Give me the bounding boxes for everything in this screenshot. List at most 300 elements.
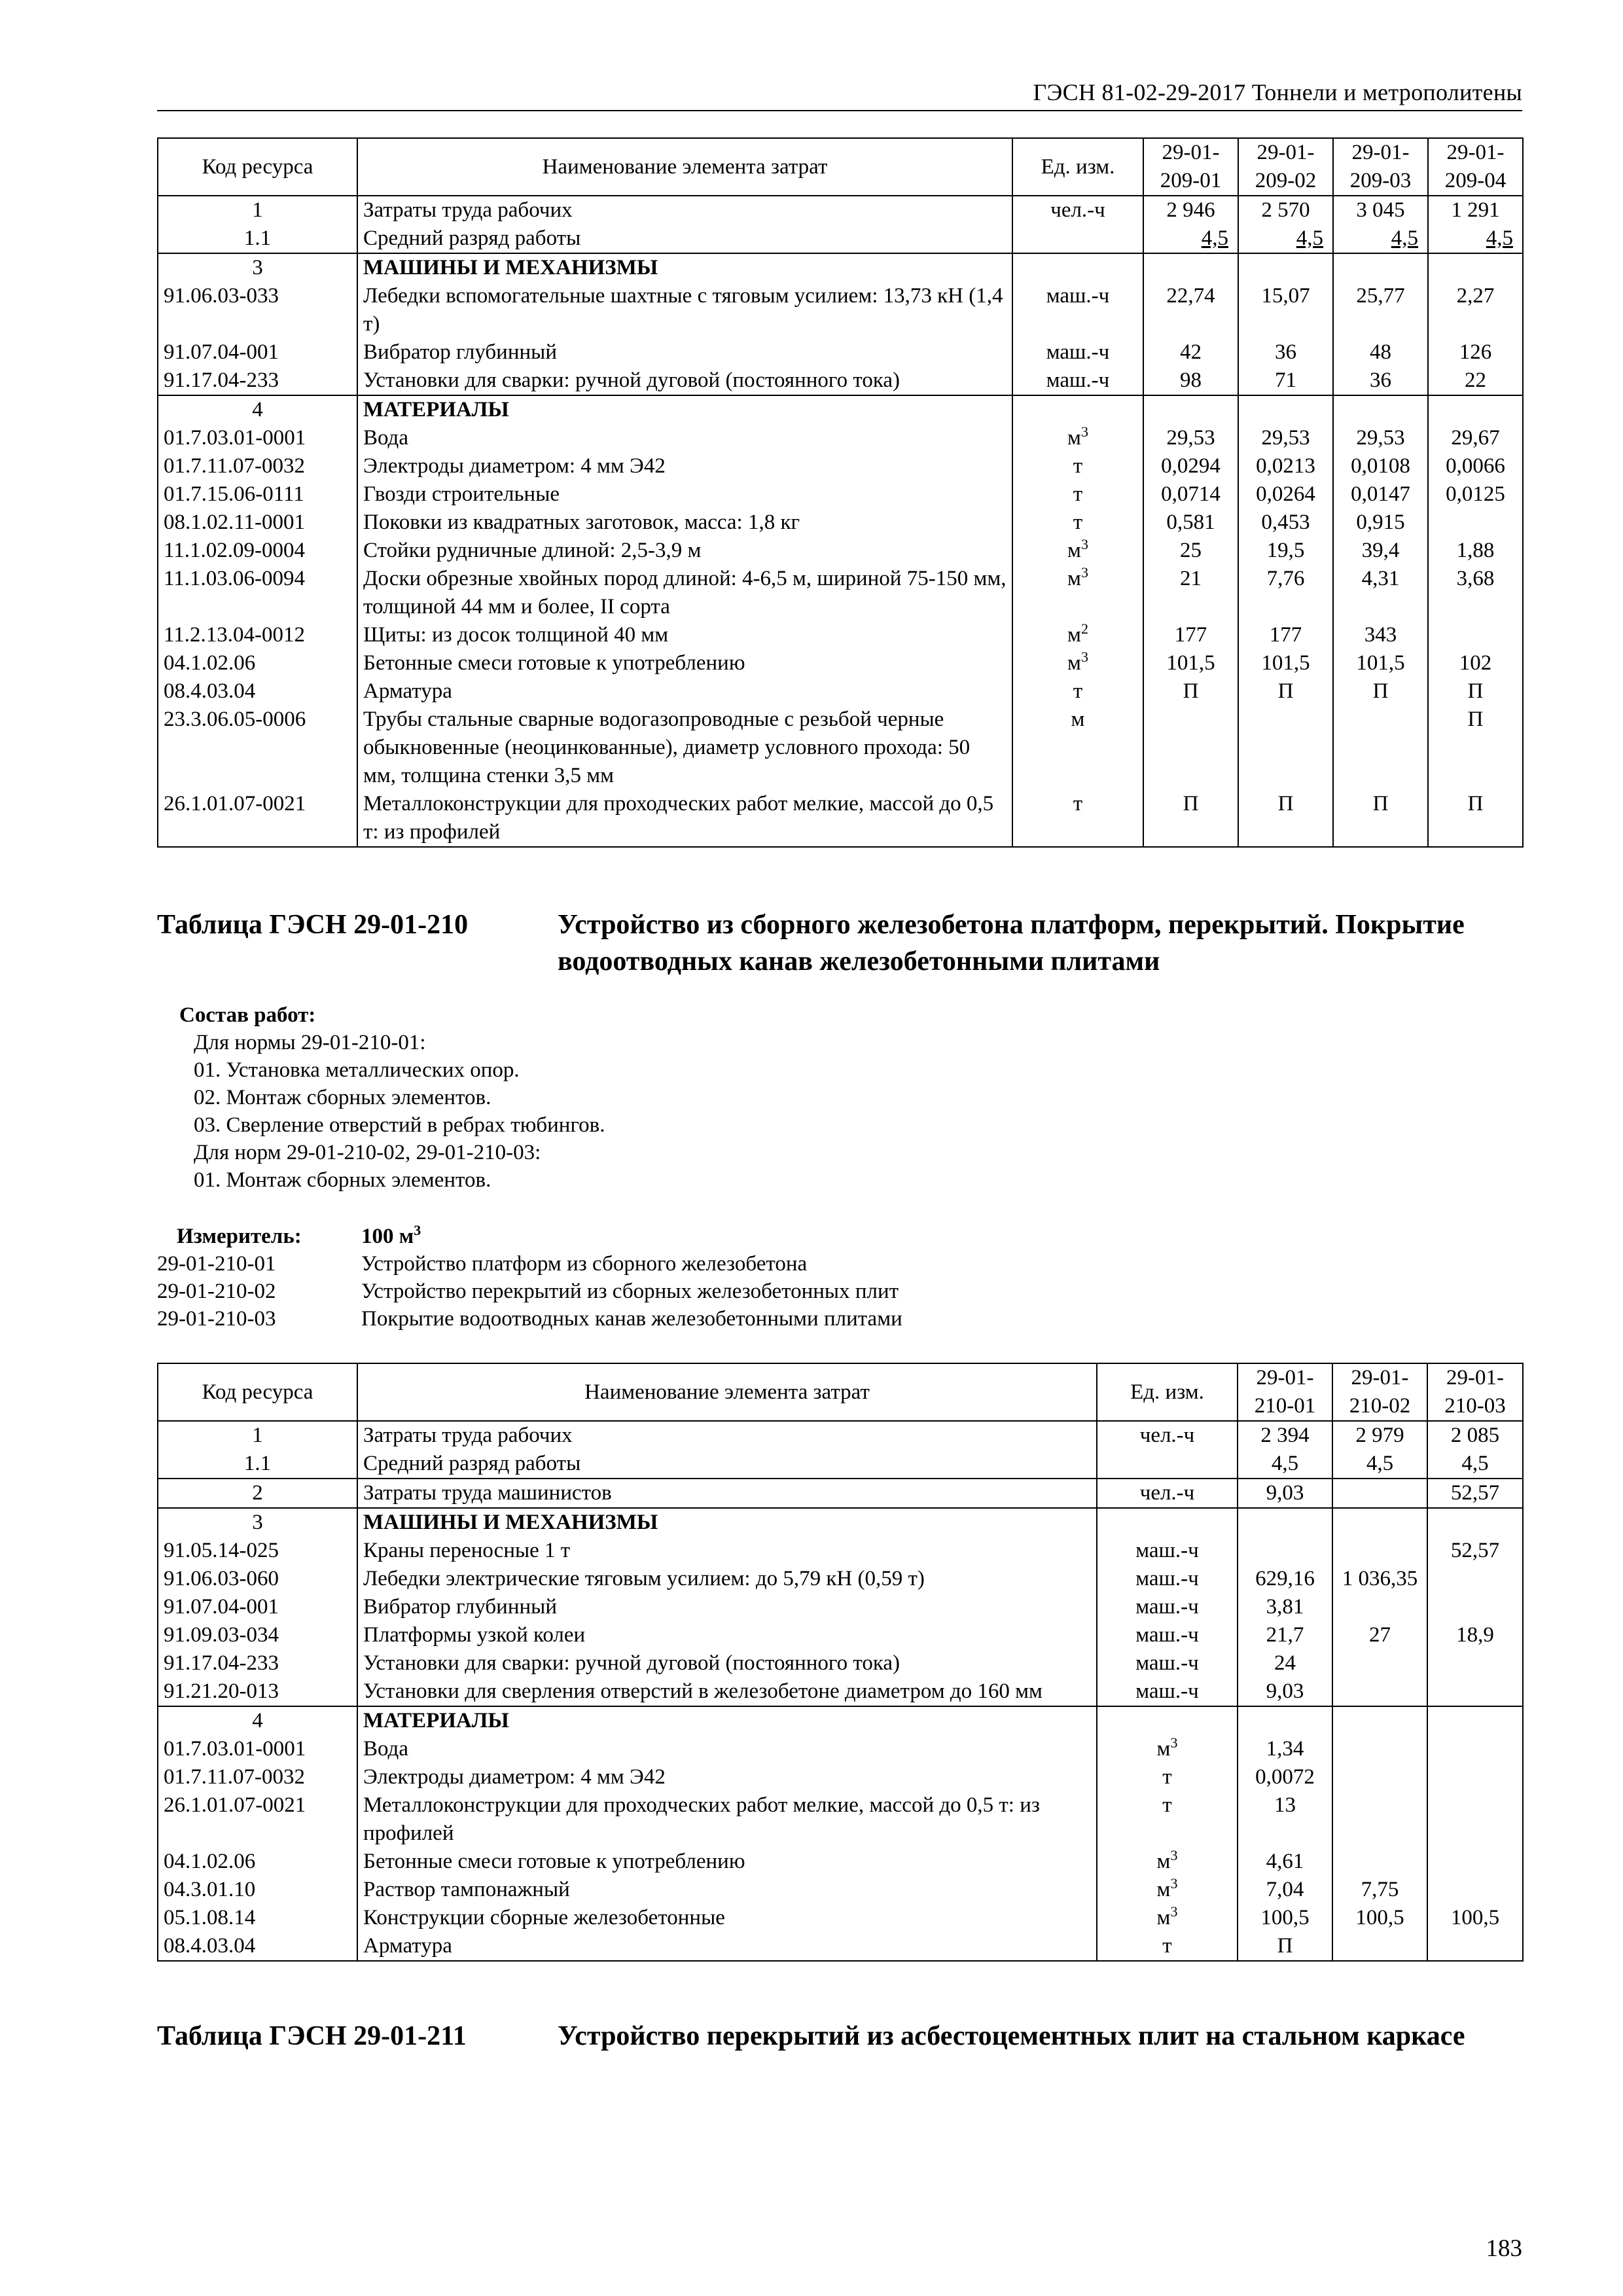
- norm-value: П: [1428, 790, 1523, 847]
- unit: маш.-ч: [1097, 1565, 1238, 1593]
- norm-value: [1238, 1508, 1332, 1537]
- norm-value: 0,0108: [1333, 452, 1428, 480]
- norm-value: П: [1238, 677, 1333, 706]
- resource-name: Гвозди строительные: [357, 480, 1012, 509]
- resource-code: 08.4.03.04: [158, 677, 357, 706]
- resource-code: 04.3.01.10: [158, 1876, 357, 1904]
- resource-name: МАШИНЫ И МЕХАНИЗМЫ: [357, 1508, 1097, 1537]
- norm-value: [1427, 1677, 1523, 1706]
- norm-value: 29,67: [1428, 424, 1523, 452]
- norm-code: 29-01-210-01: [157, 1252, 276, 1276]
- norm-value: 22: [1428, 367, 1523, 395]
- unit: маш.-ч: [1097, 1677, 1238, 1706]
- norm-value: 2,27: [1428, 282, 1523, 338]
- resource-name: Средний разряд работы: [357, 1450, 1097, 1479]
- norm-value: [1428, 395, 1523, 424]
- resource-name: Установки для сварки: ручной дуговой (постоянного тока): [357, 1649, 1097, 1677]
- table-row: [158, 706, 1523, 790]
- resource-code: 3: [158, 1508, 357, 1537]
- table-row: [158, 1508, 1523, 1537]
- norm-value: 100,5: [1238, 1904, 1332, 1932]
- norm-value: [1427, 1735, 1523, 1763]
- measure-item: [157, 1305, 902, 1333]
- norm-value: 4,5: [1333, 224, 1428, 253]
- col-header-norm: 29-01-210-01: [1238, 1363, 1332, 1421]
- norm-value: 4,5: [1427, 1450, 1523, 1479]
- resource-name: Вибратор глубинный: [357, 338, 1012, 367]
- norm-value: [1143, 253, 1238, 282]
- resource-name: Поковки из квадратных заготовок, масса: 1,8 кг: [357, 509, 1012, 537]
- unit: т: [1097, 1932, 1238, 1961]
- resource-code: 91.07.04-001: [158, 1593, 357, 1621]
- norm-value: 71: [1238, 367, 1333, 395]
- resource-name: Бетонные смеси готовые к употреблению: [357, 1848, 1097, 1876]
- norm-value: [1332, 1537, 1427, 1565]
- norm-value: 18,9: [1427, 1621, 1523, 1649]
- norm-value: П: [1143, 790, 1238, 847]
- norm-value: 126: [1428, 338, 1523, 367]
- norm-value: 27: [1332, 1621, 1427, 1649]
- table-row: [158, 1677, 1523, 1706]
- resource-name: Металлоконструкции для проходческих работ мелкие, массой до 0,5 т: из профилей: [357, 1791, 1097, 1848]
- composition-line: 02. Монтаж сборных элементов.: [194, 1086, 491, 1109]
- norm-code: 29-01-210-03: [157, 1307, 276, 1331]
- resource-name: Раствор тампонажный: [357, 1876, 1097, 1904]
- norm-value: [1427, 1791, 1523, 1848]
- resource-code: 05.1.08.14: [158, 1904, 357, 1932]
- measure-heading: Измеритель:: [177, 1225, 302, 1248]
- col-header-norm: 29-01-210-03: [1427, 1363, 1523, 1421]
- table-row: [158, 1706, 1523, 1735]
- norm-value: 4,31: [1333, 565, 1428, 621]
- norm-value: 343: [1333, 621, 1428, 649]
- norm-value: 7,75: [1332, 1876, 1427, 1904]
- unit: $м^3$: [1097, 1848, 1238, 1876]
- table-row: [158, 480, 1523, 509]
- norm-value: [1238, 395, 1333, 424]
- table-row: [158, 452, 1523, 480]
- unit: маш.-ч: [1097, 1649, 1238, 1677]
- norm-value: 101,5: [1333, 649, 1428, 677]
- table-row: [158, 649, 1523, 677]
- norm-value: [1332, 1791, 1427, 1848]
- col-header-unit: Ед. изм.: [1097, 1363, 1238, 1421]
- resource-name: Вода: [357, 424, 1012, 452]
- norm-value: 0,0213: [1238, 452, 1333, 480]
- norm-value: 0,0147: [1333, 480, 1428, 509]
- norm-value: 4,5: [1428, 224, 1523, 253]
- measure-block: [157, 1223, 902, 1333]
- table-row: [158, 1791, 1523, 1848]
- unit: т: [1012, 452, 1143, 480]
- norm-value: 0,0264: [1238, 480, 1333, 509]
- norm-value: [1332, 1479, 1427, 1508]
- unit: $м^3$: [1097, 1735, 1238, 1763]
- norm-value: 1,34: [1238, 1735, 1332, 1763]
- table-row: [158, 1593, 1523, 1621]
- resource-code: 1.1: [158, 224, 357, 253]
- resource-code: 04.1.02.06: [158, 1848, 357, 1876]
- composition-line: 01. Монтаж сборных элементов.: [194, 1168, 491, 1192]
- norm-value: 98: [1143, 367, 1238, 395]
- norm-value: П: [1333, 677, 1428, 706]
- unit: т: [1012, 509, 1143, 537]
- unit: [1012, 395, 1143, 424]
- table-row: [158, 367, 1523, 395]
- table-row: [158, 537, 1523, 565]
- unit: маш.-ч: [1012, 282, 1143, 338]
- norm-value: 36: [1333, 367, 1428, 395]
- norm-code: 29-01-210-02: [157, 1280, 276, 1303]
- norm-value: 29,53: [1143, 424, 1238, 452]
- table-row: [158, 565, 1523, 621]
- table-header-row: [158, 1363, 1523, 1421]
- resource-name: Арматура: [357, 677, 1012, 706]
- norm-value: [1332, 1932, 1427, 1961]
- col-header-code: Код ресурса: [158, 138, 357, 196]
- resource-code: 26.1.01.07-0021: [158, 790, 357, 847]
- table-row: [158, 224, 1523, 253]
- norm-value: [1427, 1593, 1523, 1621]
- resource-name: МАТЕРИАЛЫ: [357, 1706, 1097, 1735]
- norm-value: 9,03: [1238, 1479, 1332, 1508]
- norm-value: 2 979: [1332, 1421, 1427, 1450]
- unit: т: [1012, 790, 1143, 847]
- norm-value: 0,0072: [1238, 1763, 1332, 1791]
- resource-name: Арматура: [357, 1932, 1097, 1961]
- table-row: [158, 1479, 1523, 1508]
- norm-value: П: [1238, 790, 1333, 847]
- unit: [1012, 253, 1143, 282]
- norm-value: 100,5: [1427, 1904, 1523, 1932]
- resource-name: Платформы узкой колеи: [357, 1621, 1097, 1649]
- norm-value: [1427, 1876, 1523, 1904]
- composition-line: 03. Сверление отверстий в ребрах тюбингов.: [194, 1113, 605, 1137]
- page-header: [157, 77, 1522, 111]
- table-row: [158, 338, 1523, 367]
- resource-code: 01.7.11.07-0032: [158, 1763, 357, 1791]
- norm-value: [1427, 1932, 1523, 1961]
- norm-value: 9,03: [1238, 1677, 1332, 1706]
- norm-value: 629,16: [1238, 1565, 1332, 1593]
- resource-name: Электроды диаметром: 4 мм Э42: [357, 1763, 1097, 1791]
- table-row: [158, 1565, 1523, 1593]
- resource-name: Бетонные смеси готовые к употреблению: [357, 649, 1012, 677]
- norm-value: 13: [1238, 1791, 1332, 1848]
- norm-value: 101,5: [1143, 649, 1238, 677]
- norm-value: 0,0294: [1143, 452, 1238, 480]
- resource-code: 91.17.04-233: [158, 367, 357, 395]
- resource-name: Щиты: из досок толщиной 40 мм: [357, 621, 1012, 649]
- table-row: [158, 1649, 1523, 1677]
- norm-value: 2 085: [1427, 1421, 1523, 1450]
- table-heading: Устройство из сборного железобетона платформ, перекрытий. Покрытие водоотводных канав железобетонными плитами: [558, 910, 1465, 977]
- norm-value: [1427, 1508, 1523, 1537]
- norm-value: [1427, 1706, 1523, 1735]
- resource-code: 3: [158, 253, 357, 282]
- table-row: [158, 253, 1523, 282]
- resource-code: 91.07.04-001: [158, 338, 357, 367]
- resource-code: 4: [158, 1706, 357, 1735]
- resource-name: Затраты труда машинистов: [357, 1479, 1097, 1508]
- col-header-name: Наименование элемента затрат: [357, 1363, 1097, 1421]
- resource-name: МАТЕРИАЛЫ: [357, 395, 1012, 424]
- norm-value: 101,5: [1238, 649, 1333, 677]
- resource-code: 08.1.02.11-0001: [158, 509, 357, 537]
- norm-value: [1428, 509, 1523, 537]
- norm-text: Покрытие водоотводных канав железобетонными плитами: [361, 1307, 902, 1331]
- unit: [1097, 1706, 1238, 1735]
- norm-value: [1332, 1735, 1427, 1763]
- norm-value: [1332, 1763, 1427, 1791]
- resource-code: 2: [158, 1479, 357, 1508]
- table-row: [158, 1450, 1523, 1479]
- table-row: [158, 1537, 1523, 1565]
- unit: [1012, 224, 1143, 253]
- resource-name: Установки для сверления отверстий в железобетоне диаметром до 160 мм: [357, 1677, 1097, 1706]
- unit: т: [1097, 1791, 1238, 1848]
- norm-value: 29,53: [1333, 424, 1428, 452]
- norm-value: [1428, 253, 1523, 282]
- composition-heading: Состав работ:: [179, 1003, 316, 1027]
- unit: [1097, 1508, 1238, 1537]
- composition-line: Для норм 29-01-210-02, 29-01-210-03:: [194, 1141, 541, 1164]
- norm-value: [1238, 1706, 1332, 1735]
- norm-value: 2 946: [1143, 196, 1238, 224]
- col-header-code: Код ресурса: [158, 1363, 357, 1421]
- resource-code: 91.17.04-233: [158, 1649, 357, 1677]
- table-row: [158, 677, 1523, 706]
- norm-value: 100,5: [1332, 1904, 1427, 1932]
- table-heading: Устройство перекрытий из асбестоцементных плит на стальном каркасе: [558, 2021, 1465, 2051]
- page-number: 183: [1486, 2235, 1522, 2262]
- resource-name: Стойки рудничные длиной: 2,5-3,9 м: [357, 537, 1012, 565]
- col-header-norm: 29-01-209-02: [1238, 138, 1333, 196]
- resource-code: 1: [158, 1421, 357, 1450]
- norm-value: 42: [1143, 338, 1238, 367]
- resource-name: Электроды диаметром: 4 мм Э42: [357, 452, 1012, 480]
- resource-code: 01.7.03.01-0001: [158, 1735, 357, 1763]
- norm-value: 1 291: [1428, 196, 1523, 224]
- table-row: [158, 395, 1523, 424]
- resource-name: Доски обрезные хвойных пород длиной: 4-6,5 м, шириной 75-150 мм, толщиной 44 мм и более, II сорта: [357, 565, 1012, 621]
- resource-name: Вода: [357, 1735, 1097, 1763]
- norm-value: 2 570: [1238, 196, 1333, 224]
- norm-value: 4,61: [1238, 1848, 1332, 1876]
- norm-value: [1332, 1649, 1427, 1677]
- unit: чел.-ч: [1097, 1421, 1238, 1450]
- resource-name: Краны переносные 1 т: [357, 1537, 1097, 1565]
- resource-code: 01.7.11.07-0032: [158, 452, 357, 480]
- norm-value: 7,76: [1238, 565, 1333, 621]
- unit: маш.-ч: [1012, 338, 1143, 367]
- measure-item: [157, 1278, 902, 1305]
- norm-value: 21: [1143, 565, 1238, 621]
- norm-value: 102: [1428, 649, 1523, 677]
- resource-name: Лебедки электрические тяговым усилием: до 5,79 кН (0,59 т): [357, 1565, 1097, 1593]
- norm-value: [1333, 706, 1428, 790]
- norm-value: 4,5: [1143, 224, 1238, 253]
- measure-value: 100 $м^3$: [361, 1222, 421, 1248]
- norm-value: 3,68: [1428, 565, 1523, 621]
- col-header-unit: Ед. изм.: [1012, 138, 1143, 196]
- norm-value: [1333, 253, 1428, 282]
- resource-code: 11.1.03.06-0094: [158, 565, 357, 621]
- resource-name: Металлоконструкции для проходческих работ мелкие, массой до 0,5 т: из профилей: [357, 790, 1012, 847]
- unit: $м^3$: [1012, 537, 1143, 565]
- norm-value: 0,0125: [1428, 480, 1523, 509]
- table-label: Таблица ГЭСН 29-01-211: [157, 2021, 467, 2051]
- resource-name: Конструкции сборные железобетонные: [357, 1904, 1097, 1932]
- norm-value: 0,0714: [1143, 480, 1238, 509]
- resource-name: Средний разряд работы: [357, 224, 1012, 253]
- norm-text: Устройство перекрытий из сборных железобетонных плит: [361, 1280, 899, 1303]
- norm-value: 25: [1143, 537, 1238, 565]
- composition-line: 01. Установка металлических опор.: [194, 1058, 520, 1082]
- norm-value: 39,4: [1333, 537, 1428, 565]
- norm-value: [1427, 1649, 1523, 1677]
- resource-name: Лебедки вспомогательные шахтные с тяговым усилием: 13,73 кН (1,4 т): [357, 282, 1012, 338]
- norm-text: Устройство платформ из сборного железобетона: [361, 1252, 808, 1276]
- norm-value: 4,5: [1238, 1450, 1332, 1479]
- resource-name: Затраты труда рабочих: [357, 1421, 1097, 1450]
- norm-value: [1333, 395, 1428, 424]
- resource-code: 23.3.06.05-0006: [158, 706, 357, 790]
- norm-value: 24: [1238, 1649, 1332, 1677]
- table-row: [158, 196, 1523, 224]
- norm-value: 3,81: [1238, 1593, 1332, 1621]
- unit: $м^3$: [1012, 649, 1143, 677]
- table-row: [158, 509, 1523, 537]
- norm-value: [1238, 253, 1333, 282]
- norm-value: [1332, 1508, 1427, 1537]
- norm-value: 1 036,35: [1332, 1565, 1427, 1593]
- norm-value: П: [1238, 1932, 1332, 1961]
- norm-value: 4,5: [1332, 1450, 1427, 1479]
- norm-value: 2 394: [1238, 1421, 1332, 1450]
- norm-value: [1427, 1565, 1523, 1593]
- norm-value: 52,57: [1427, 1479, 1523, 1508]
- norm-value: 0,0066: [1428, 452, 1523, 480]
- norm-value: [1332, 1706, 1427, 1735]
- composition-line: Для нормы 29-01-210-01:: [194, 1031, 426, 1054]
- resource-code: 08.4.03.04: [158, 1932, 357, 1961]
- unit: чел.-ч: [1012, 196, 1143, 224]
- table-row: [158, 790, 1523, 847]
- norm-value: 0,581: [1143, 509, 1238, 537]
- norm-value: [1143, 706, 1238, 790]
- col-header-norm: 29-01-209-04: [1428, 138, 1523, 196]
- resource-code: 4: [158, 395, 357, 424]
- norm-value: [1238, 706, 1333, 790]
- norm-value: [1332, 1677, 1427, 1706]
- norm-value: П: [1428, 677, 1523, 706]
- norm-value: П: [1143, 677, 1238, 706]
- table-header-row: [158, 138, 1523, 196]
- norm-value: 25,77: [1333, 282, 1428, 338]
- header-title: ГЭСН 81-02-29-2017 Тоннели и метрополитены: [1033, 79, 1522, 105]
- unit: [1097, 1450, 1238, 1479]
- resource-code: 91.21.20-013: [158, 1677, 357, 1706]
- norm-value: 1,88: [1428, 537, 1523, 565]
- unit: $м^3$: [1012, 424, 1143, 452]
- unit: м: [1012, 706, 1143, 790]
- col-header-norm: 29-01-209-03: [1333, 138, 1428, 196]
- table-row: [158, 424, 1523, 452]
- work-composition: [177, 1001, 605, 1194]
- norm-value: 21,7: [1238, 1621, 1332, 1649]
- resource-name: Трубы стальные сварные водогазопроводные с резьбой черные обыкновенные (неоцинкованные), диаметр условного прохода: 50 мм, толщина стенки 3,5 мм: [357, 706, 1012, 790]
- resource-table-210: [157, 1363, 1524, 1962]
- resource-code: 04.1.02.06: [158, 649, 357, 677]
- norm-value: [1332, 1848, 1427, 1876]
- resource-name: Вибратор глубинный: [357, 1593, 1097, 1621]
- table-row: [158, 1848, 1523, 1876]
- resource-code: 91.06.03-060: [158, 1565, 357, 1593]
- col-header-norm: 29-01-210-02: [1332, 1363, 1427, 1421]
- resource-name: Установки для сварки: ручной дуговой (постоянного тока): [357, 367, 1012, 395]
- resource-code: 01.7.03.01-0001: [158, 424, 357, 452]
- table-row: [158, 1621, 1523, 1649]
- norm-value: [1428, 621, 1523, 649]
- norm-value: 48: [1333, 338, 1428, 367]
- norm-value: 177: [1143, 621, 1238, 649]
- norm-value: 15,07: [1238, 282, 1333, 338]
- norm-value: 3 045: [1333, 196, 1428, 224]
- norm-value: 52,57: [1427, 1537, 1523, 1565]
- norm-value: П: [1333, 790, 1428, 847]
- table-row: [158, 1735, 1523, 1763]
- norm-value: 19,5: [1238, 537, 1333, 565]
- norm-value: [1332, 1593, 1427, 1621]
- resource-name: Затраты труда рабочих: [357, 196, 1012, 224]
- norm-value: 0,915: [1333, 509, 1428, 537]
- resource-code: 01.7.15.06-0111: [158, 480, 357, 509]
- table-row: [158, 282, 1523, 338]
- unit: маш.-ч: [1097, 1621, 1238, 1649]
- table-row: [158, 1904, 1523, 1932]
- unit: маш.-ч: [1012, 367, 1143, 395]
- measure-item: [157, 1250, 902, 1278]
- norm-value: 7,04: [1238, 1876, 1332, 1904]
- unit: маш.-ч: [1097, 1593, 1238, 1621]
- norm-value: 36: [1238, 338, 1333, 367]
- resource-code: 26.1.01.07-0021: [158, 1791, 357, 1848]
- col-header-norm: 29-01-209-01: [1143, 138, 1238, 196]
- norm-value: [1427, 1763, 1523, 1791]
- norm-value: [1238, 1537, 1332, 1565]
- resource-code: 91.06.03-033: [158, 282, 357, 338]
- unit: $м^3$: [1097, 1904, 1238, 1932]
- unit: т: [1097, 1763, 1238, 1791]
- norm-value: [1143, 395, 1238, 424]
- norm-value: 4,5: [1238, 224, 1333, 253]
- col-header-name: Наименование элемента затрат: [357, 138, 1012, 196]
- resource-code: 11.2.13.04-0012: [158, 621, 357, 649]
- unit: $м^2$: [1012, 621, 1143, 649]
- unit: т: [1012, 677, 1143, 706]
- table-row: [158, 1421, 1523, 1450]
- unit: $м^3$: [1097, 1876, 1238, 1904]
- table-row: [158, 621, 1523, 649]
- resource-code: 1: [158, 196, 357, 224]
- unit: маш.-ч: [1097, 1537, 1238, 1565]
- table-label: Таблица ГЭСН 29-01-210: [157, 910, 469, 940]
- resource-code: 91.09.03-034: [158, 1621, 357, 1649]
- resource-code: 91.05.14-025: [158, 1537, 357, 1565]
- norm-value: [1427, 1848, 1523, 1876]
- resource-code: 11.1.02.09-0004: [158, 537, 357, 565]
